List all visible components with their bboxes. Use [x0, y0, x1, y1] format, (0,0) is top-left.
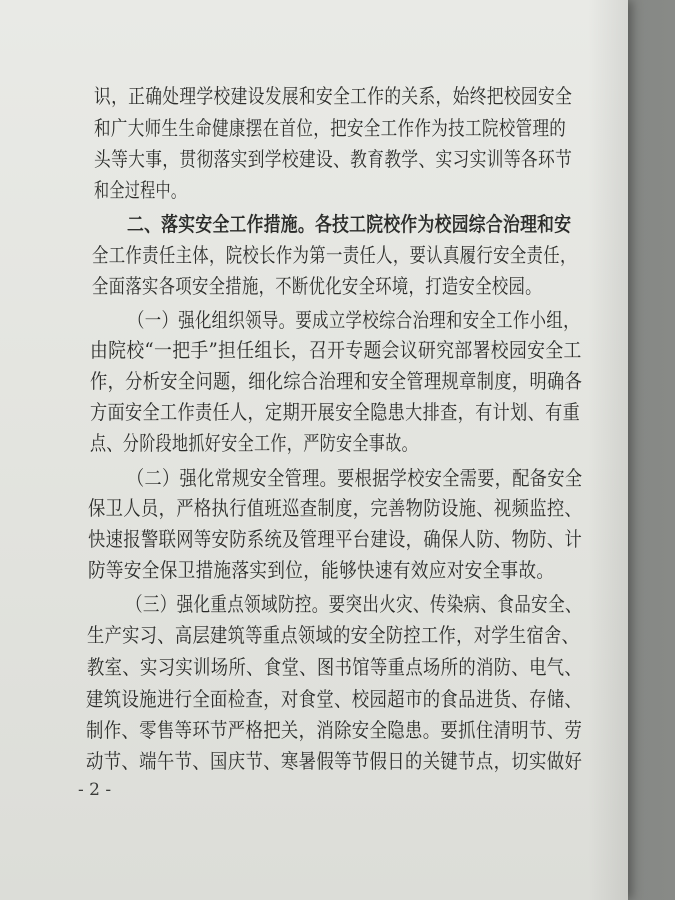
text-line: 生产实习、高层建筑等重点领域的安全防控工作，对学生宿舍、 — [87, 623, 580, 647]
text-line: 保卫人员，严格执行值班巡查制度，完善物防设施、视频监控、 — [88, 496, 583, 520]
text-line: 由院校“一把手”担任组长，召开专题会议研究部署校园安全工 — [90, 338, 582, 362]
text-line: 方面安全工作责任人，定期开展安全隐患大排查，有计划、有重 — [90, 400, 581, 424]
text-line: 建筑设施进行全面检查，对食堂、校园超市的食品进货、存储、 — [86, 687, 583, 711]
text-line: 教室、实习实训场所、食堂、图书馆等重点场所的消防、电气、 — [87, 655, 583, 679]
text-line: 制作、零售等环节严格把关，消除安全隐患。要抓住清明节、劳 — [86, 718, 583, 742]
text-line: 识，正确处理学校建设发展和安全工作的关系，始终把校园安全 — [94, 84, 573, 108]
text-line: 和全过程中。 — [94, 178, 187, 202]
text-line: （一）强化组织领导。要成立学校综合治理和安全工作小组， — [128, 308, 580, 332]
text-line: 防等安全保卫措施落实到位，能够快速有效应对安全事故。 — [88, 558, 555, 582]
text-line: 作，分析安全问题，细化综合治理和安全管理规章制度，明确各 — [90, 369, 583, 393]
text-line: 点、分阶段地抓好安全工作，严防安全事故。 — [90, 431, 418, 455]
text-line: 动节、端午节、国庆节、寒暑假等节假日的关键节点，切实做好 — [86, 749, 583, 773]
text-line: 和广大师生生命健康摆在首位，把安全工作作为技工院校管理的 — [94, 116, 567, 140]
text-line: 头等大事，贯彻落实到学校建设、教育教学、实习实训等各环节 — [94, 147, 573, 171]
text-line: 全工作责任主体，院校长作为第一责任人，要认真履行安全责任， — [92, 243, 577, 267]
page-number: - 2 - — [78, 780, 112, 800]
text-line: 全面落实各项安全措施，不断优化安全环境，打造安全校园。 — [92, 274, 542, 298]
text-line: 快速报警联网等安防系统及管理平台建设，确保人防、物防、计 — [88, 527, 583, 551]
text-line: （二）强化常规安全管理。要根据学校安全需要，配备安全 — [127, 466, 583, 490]
section-heading-line: 二、落实安全工作措施。各技工院校作为校园综合治理和安 — [127, 212, 572, 236]
text-line: （三）强化重点领域防控。要突出火灾、传染病、食品安全、 — [126, 592, 582, 616]
